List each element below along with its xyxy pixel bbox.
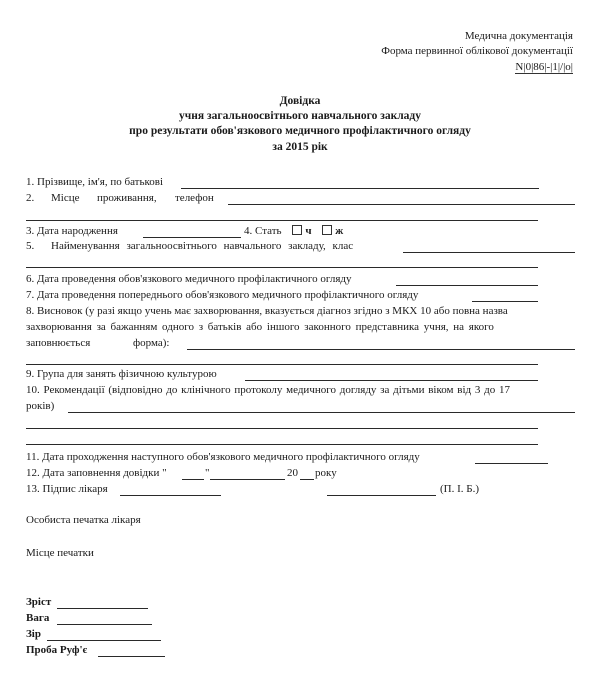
title-line-4: за 2015 рік (272, 141, 328, 153)
field-12-label: 12. Дата заповнення довідки " (26, 467, 167, 479)
field-13-label: 13. Підпис лікаря (26, 483, 108, 495)
field-8-line-2-input[interactable] (26, 364, 538, 365)
field-2-word-2: проживання, (97, 192, 157, 204)
sex-female-label: ж (335, 225, 344, 237)
height-line[interactable] (57, 608, 148, 609)
field-6-line[interactable] (396, 285, 538, 286)
weight-line[interactable] (57, 624, 152, 625)
stamp-place-label: Місце печатки (26, 547, 94, 559)
field-7-label: 7. Дата проведення попереднього обов'язкового медичного профілактичного огляду (26, 289, 419, 301)
field-8-line-1: 8. Висновок (у разі якщо учень має захворювання, вказується діагноз згідно з МКХ 10 або повна назва (26, 305, 508, 317)
header-line-1: Медична документація (464, 30, 573, 42)
field-9-line[interactable] (245, 380, 538, 381)
field-2-word-1: Місце (51, 192, 80, 204)
field-10-line-3-input[interactable] (26, 444, 538, 445)
field-1-label: 1. Прізвище, ім'я, по батькові (26, 176, 164, 188)
field-10-line[interactable] (68, 412, 575, 413)
title-line-1: Довідка (279, 95, 321, 107)
field-2-num: 2. (26, 192, 35, 204)
sex-male-label: ч (305, 225, 312, 237)
signature-line[interactable] (120, 495, 221, 496)
field-10-line-2-input[interactable] (26, 428, 538, 429)
field-12-year-prefix: 20 (287, 467, 298, 479)
field-7-line[interactable] (472, 301, 538, 302)
field-12-month-line[interactable] (210, 479, 285, 480)
doctor-stamp-label: Особиста печатка лікаря (26, 514, 141, 526)
field-11-label: 11. Дата проходження наступного обов'язкового медичного профілактичного огляду (26, 451, 420, 463)
field-6-label: 6. Дата проведення обов'язкового медичного профілактичного огляду (26, 273, 352, 285)
field-5-line[interactable] (403, 252, 575, 253)
field-5-num: 5. (26, 240, 35, 252)
field-8-line[interactable] (187, 349, 575, 350)
form-code-value: N|0|86|-|1|/|о| (515, 61, 573, 73)
weight-label: Вага (26, 612, 50, 624)
field-3-label: 3. Дата народження (26, 225, 118, 237)
field-8-line-3b: форма): (133, 337, 170, 349)
field-4-label: 4. Стать (244, 225, 282, 237)
title-line-3: про результати обов'язкового медичного профілактичного огляду (129, 125, 471, 137)
field-2-line[interactable] (228, 204, 575, 205)
header-line-2: Форма первинної облікової документації (381, 45, 573, 57)
field-12-day-line[interactable] (182, 479, 204, 480)
ruffier-line[interactable] (98, 656, 165, 657)
sex-male-checkbox[interactable] (292, 225, 302, 235)
field-11-line[interactable] (475, 463, 548, 464)
field-5-label: Найменування загальноосвітнього навчального закладу, клас (51, 240, 354, 252)
field-1-line[interactable] (181, 188, 539, 189)
field-10-line-2: років) (26, 400, 55, 412)
height-label: Зріст (26, 596, 52, 608)
form-code (515, 61, 573, 74)
field-12-quote: " (205, 467, 210, 479)
field-8-line-3a: заповнюється (26, 337, 91, 349)
field-13-pib: (П. І. Б.) (440, 483, 479, 495)
vision-label: Зір (26, 628, 41, 640)
field-3-line[interactable] (143, 237, 241, 238)
vision-line[interactable] (47, 640, 161, 641)
sex-female-checkbox[interactable] (322, 225, 332, 235)
field-4-group (244, 225, 343, 237)
field-5-line-2[interactable] (26, 267, 538, 268)
ruffier-label: Проба Руф'є (26, 644, 88, 656)
title-line-2: учня загальноосвітнього навчального закладу (179, 110, 421, 122)
name-line[interactable] (327, 495, 436, 496)
field-9-label: 9. Група для занять фізичною культурою (26, 368, 217, 380)
field-12-year-line[interactable] (300, 479, 314, 480)
field-2-line-2[interactable] (26, 220, 538, 221)
field-12-year-word: року (315, 467, 337, 479)
field-8-line-2: захворювання за бажанням одного з батьків або іншого законного представника учня, на якого (26, 321, 494, 333)
field-2-word-3: телефон (175, 192, 214, 204)
field-10-line-1: 10. Рекомендації (відповідно до клінічного протоколу медичного догляду за дітьми віком від 3 до 17 (26, 384, 510, 396)
